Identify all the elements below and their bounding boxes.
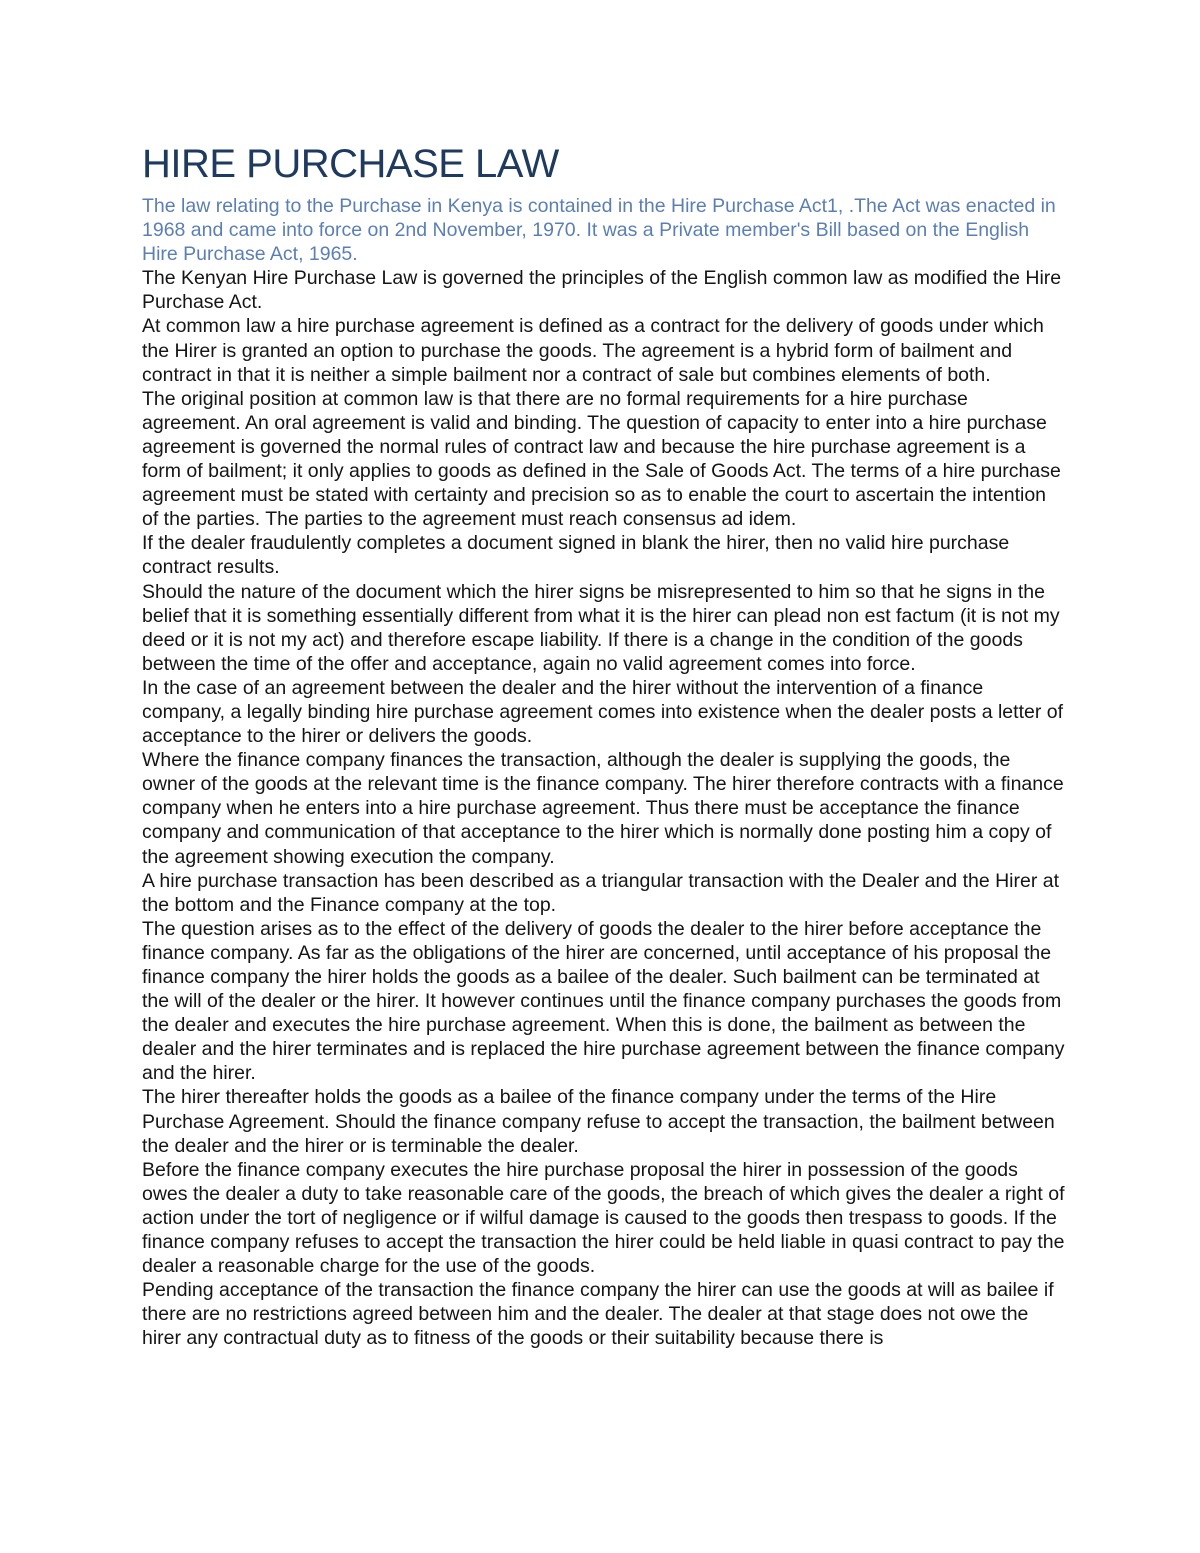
paragraph-7: Where the finance company finances the transaction, although the dealer is supplying the goods, the owner of the goods at the relevant time is the finance company. The hirer therefore contracts with a finance company when he enters into a hire purchase agreement. Thus there must be acceptance the finance company and communication of that acceptance to the hirer which is normally done posting him a copy of the agreement showing execution the company.: [142, 749, 1064, 868]
document-title: HIRE PURCHASE LAW: [142, 142, 559, 186]
paragraph-4: If the dealer fraudulently completes a document signed in blank the hirer, then no valid hire purchase contract results.: [142, 532, 1010, 579]
paragraph-3: The original position at common law is that there are no formal requirements for a hire purchase agreement. An oral agreement is valid and binding. The question of capacity to enter into a hire purchase agreement is governed the normal rules of contract law and because the hire purchase agreement is a form of bailment; it only applies to goods as defined in the Sale of Goods Act. The terms of a hire purchase agreement must be stated with certainty and precision so as to enable the court to ascertain the intention of the parties. The parties to the agreement must reach consensus ad idem.: [142, 387, 1061, 531]
paragraph-5: Should the nature of the document which the hirer signs be misrepresented to him so that he signs in the belief that it is something essentially different from what it is the hirer can plead non est factum (it is not my deed or it is not my act) and therefore escape liability. If there is a change in the condition of the goods between the time of the offer and acceptance, again no valid agreement comes into force.: [142, 580, 1060, 675]
paragraph-11: Before the finance company executes the hire purchase proposal the hirer in possession of the goods owes the dealer a duty to take reasonable care of the goods, the breach of which gives the dealer a right of action under the tort of negligence or if wilful damage is caused to the goods then trespass to goods. If the finance company refuses to accept the transaction the hirer could be held liable in quasi contract to pay the dealer a reasonable charge for the use of the goods.: [142, 1158, 1065, 1278]
document-page: [142, 140, 1067, 1351]
paragraph-6: In the case of an agreement between the dealer and the hirer without the intervention of a finance company, a legally binding hire purchase agreement comes into existence when the dealer posts a letter of acceptance to the hirer or delivers the goods.: [142, 676, 1064, 748]
paragraph-9: The question arises as to the effect of the delivery of goods the dealer to the hirer before acceptance the finance company. As far as the obligations of the hirer are concerned, until acceptance of his proposal the finance company the hirer holds the goods as a bailee of the dealer. Such bailment can be terminated at the will of the dealer or the hirer. It however continues until the finance company purchases the goods from the dealer and executes the hire purchase agreement. When this is done, the bailment as between the dealer and the hirer terminates and is replaced the hire purchase agreement between the finance company and the hirer.: [142, 917, 1065, 1085]
paragraph-2: At common law a hire purchase agreement is defined as a contract for the delivery of goods under which the Hirer is granted an option to purchase the goods. The agreement is a hybrid form of bailment and contract in that it is neither a simple bailment nor a contract of sale but combines elements of both.: [142, 315, 1044, 386]
paragraph-1: The Kenyan Hire Purchase Law is governed the principles of the English common law as modified the Hire Purchase Act.: [142, 267, 1062, 314]
paragraph-10: The hirer thereafter holds the goods as a bailee of the finance company under the terms of the Hire Purchase Agreement. Should the finance company refuse to accept the transaction, the bailment between the dealer and the hirer or is terminable the dealer.: [142, 1086, 1055, 1157]
lead-paragraph: The law relating to the Purchase in Kenya is contained in the Hire Purchase Act1, .The Act was enacted in 1968 and came into force on 2nd November, 1970. It was a Private member's Bill based on the English Hire Purchase Act, 1965.: [142, 195, 1056, 266]
paragraph-12: Pending acceptance of the transaction the finance company the hirer can use the goods at will as bailee if there are no restrictions agreed between him and the dealer. The dealer at that stage does not owe the hirer any contractual duty as to fitness of the goods or their suitability because there is: [142, 1279, 1054, 1350]
paragraph-8: A hire purchase transaction has been described as a triangular transaction with the Dealer and the Hirer at the bottom and the Finance company at the top.: [142, 869, 1060, 916]
